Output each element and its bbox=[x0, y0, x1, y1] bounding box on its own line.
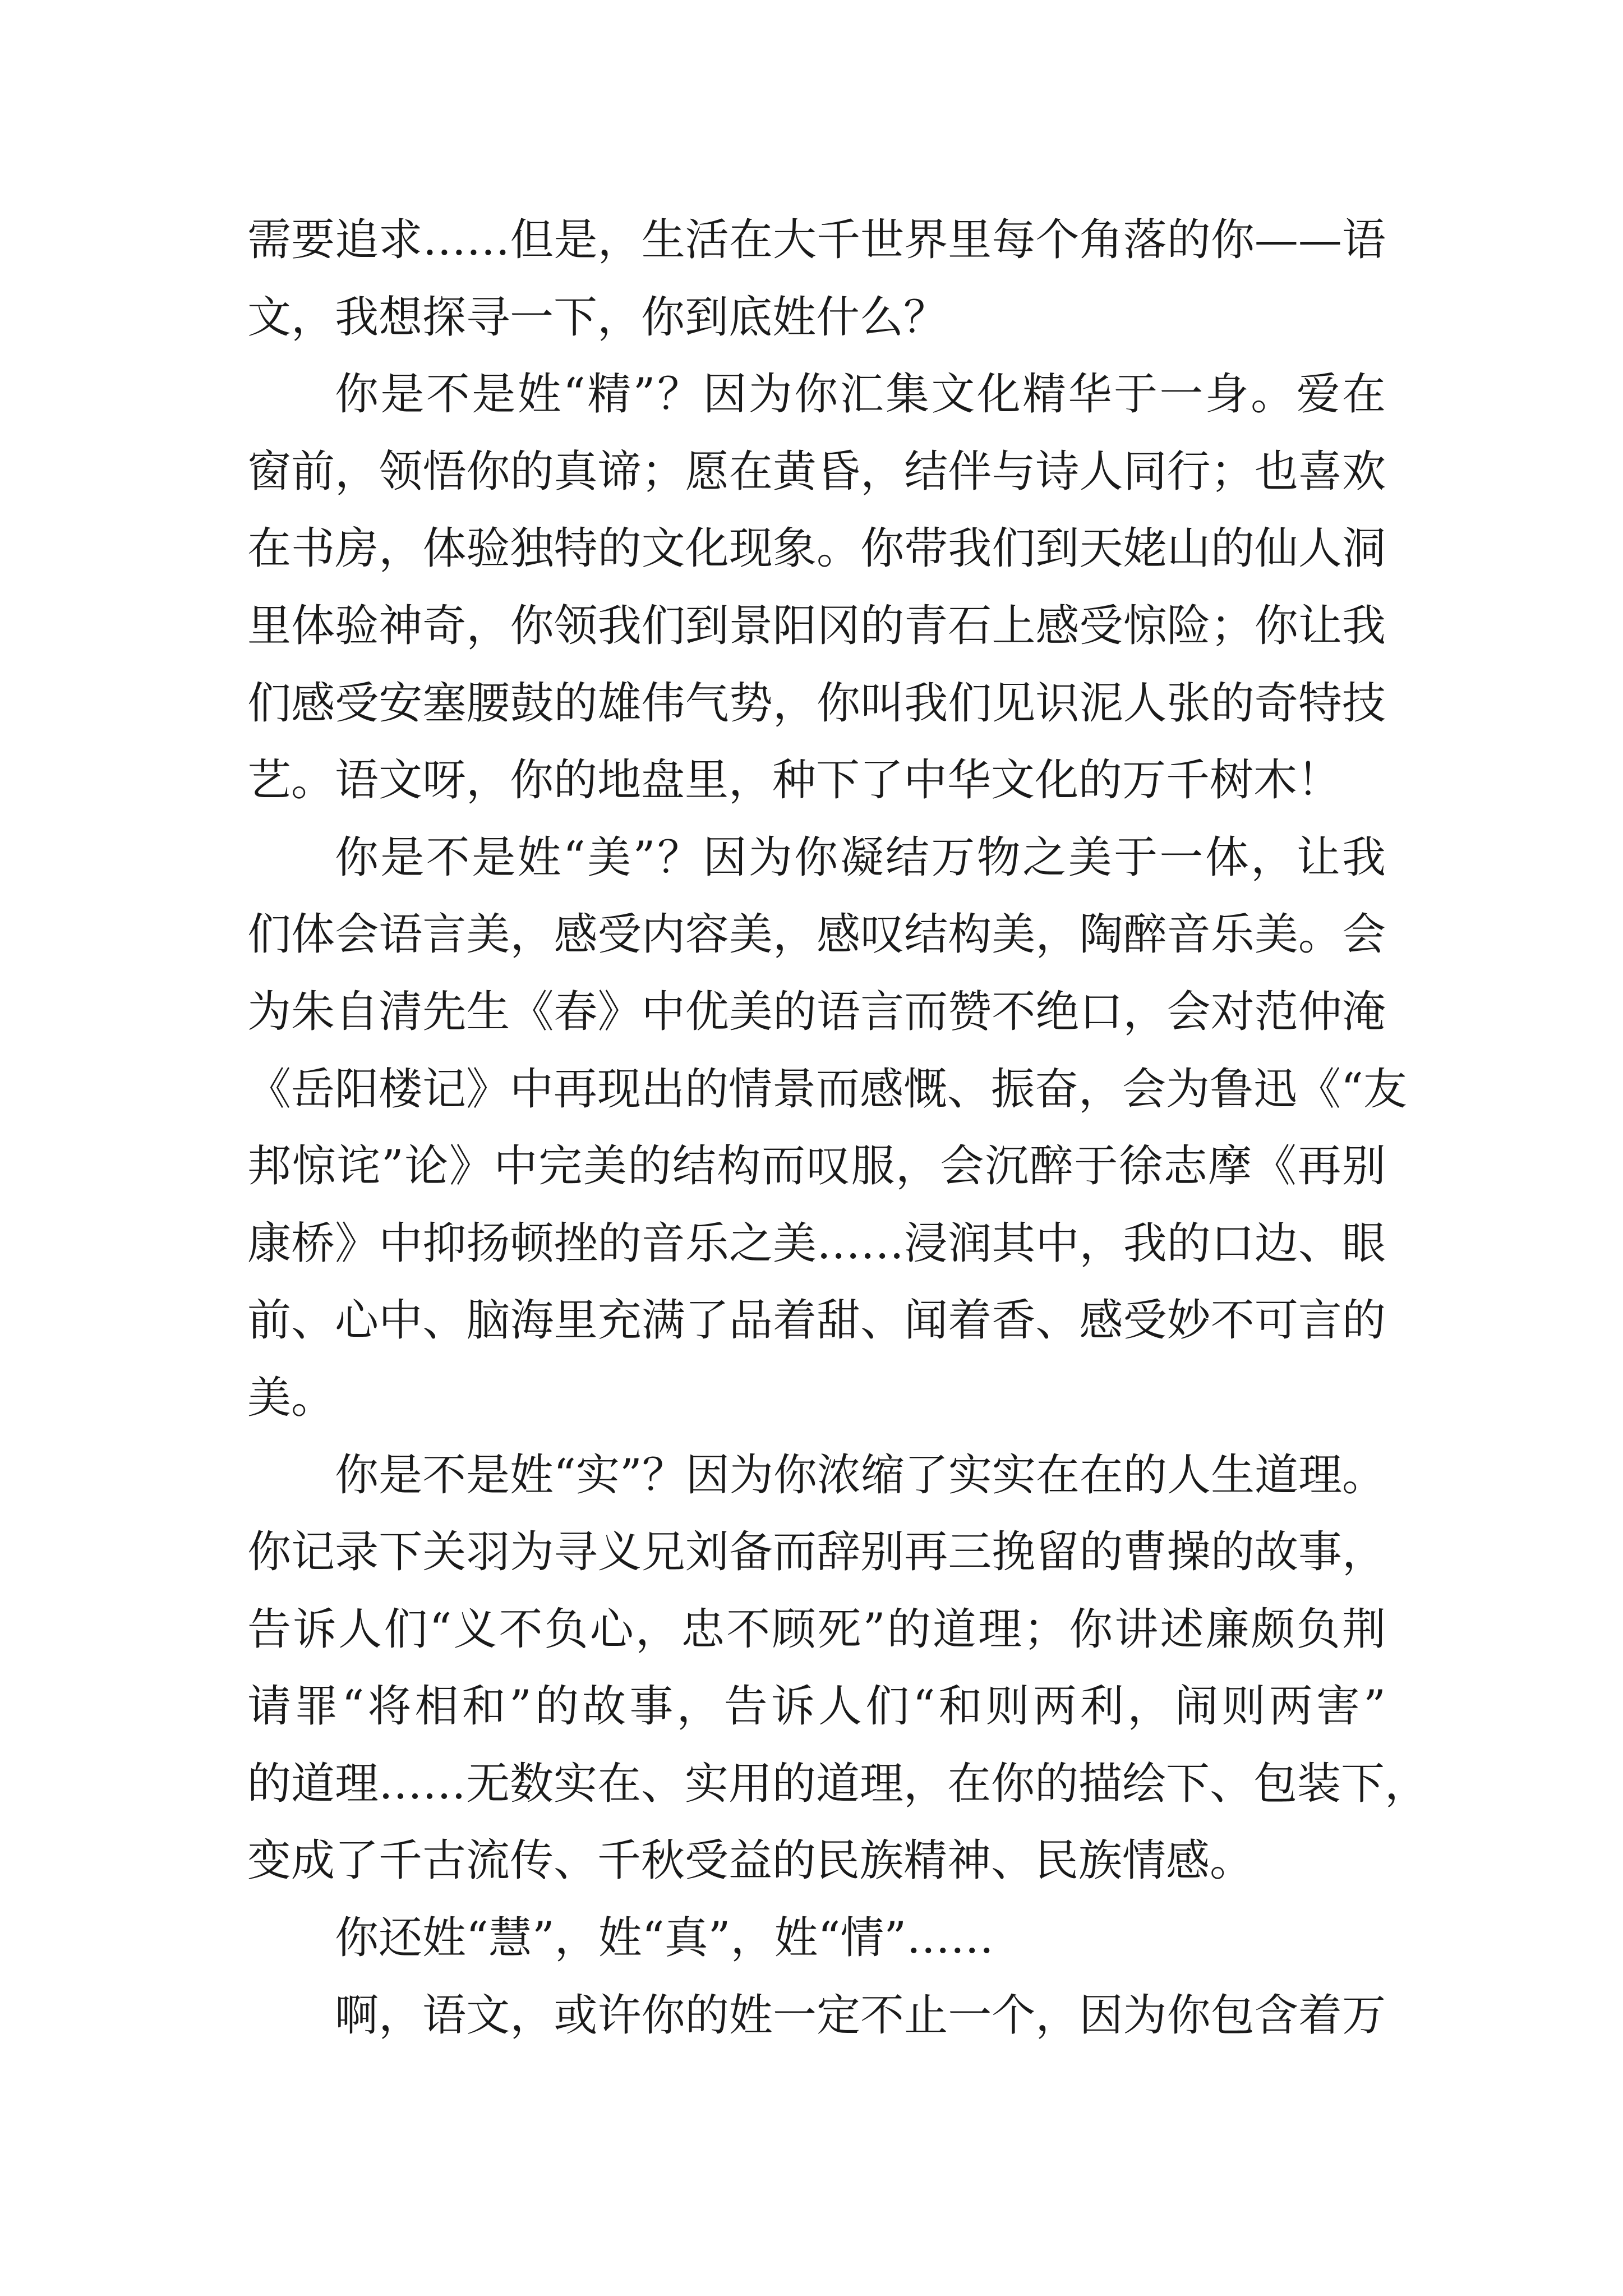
text-line: 们体会语言美，感受内容美，感叹结构美，陶醉音乐美。会 bbox=[247, 909, 1386, 960]
text-line: 啊，语文，或许你的姓一定不止一个，因为你包含着万 bbox=[335, 1990, 1386, 2041]
text-line: 告诉人们“义不负心，忠不顾死”的道理；你讲述廉颇负荆 bbox=[247, 1604, 1386, 1655]
text-line: 变成了千古流传、千秋受益的民族精神、民族情感。 bbox=[247, 1835, 1254, 1887]
text-line: 艺。语文呀，你的地盘里，种下了中华文化的万千树木！ bbox=[247, 755, 1341, 806]
text-line: 为朱自清先生《春》中优美的语言而赞不绝口，会对范仲淹 bbox=[247, 986, 1386, 1037]
text-line: 你记录下关羽为寻义兄刘备而辞别再三挽留的曹操的故事， bbox=[247, 1527, 1386, 1578]
text-line: 你是不是姓“美”？因为你凝结万物之美于一体，让我 bbox=[335, 832, 1386, 883]
text-line: 里体验神奇，你领我们到景阳冈的青石上感受惊险；你让我 bbox=[247, 600, 1386, 651]
text-line: 的道理……无数实在、实用的道理，在你的描绘下、包装下， bbox=[247, 1758, 1429, 1809]
text-line: 前、心中、脑海里充满了品着甜、闻着香、感受妙不可言的 bbox=[247, 1295, 1386, 1346]
text-line: 你还姓“慧”，姓“真”，姓“情”…… bbox=[335, 1913, 994, 1964]
essay-body bbox=[247, 202, 1429, 2054]
text-line: 在书房，体验独特的文化现象。你带我们到天姥山的仙人洞 bbox=[247, 523, 1386, 574]
text-line: 你是不是姓“精”？因为你汇集文化精华于一身。爱在 bbox=[335, 369, 1386, 420]
text-line: 文，我想探寻一下，你到底姓什么？ bbox=[247, 292, 948, 343]
text-line: 《岳阳楼记》中再现出的情景而感慨、振奋，会为鲁迅《“友 bbox=[247, 1064, 1407, 1115]
text-line: 美。 bbox=[247, 1372, 335, 1423]
text-line: 你是不是姓“实”？因为你浓缩了实实在在的人生道理。 bbox=[335, 1450, 1386, 1501]
text-line: 邦惊诧”论》中完美的结构而叹服，会沉醉于徐志摩《再别 bbox=[247, 1141, 1386, 1192]
text-line: 需要追求……但是，生活在大千世界里每个角落的你——语 bbox=[247, 215, 1386, 265]
text-line: 请罪“将相和”的故事，告诉人们“和则两利，闹则两害” bbox=[247, 1681, 1386, 1732]
text-line: 康桥》中抑扬顿挫的音乐之美……浸润其中，我的口边、眼 bbox=[247, 1218, 1386, 1269]
text-line: 窗前，领悟你的真谛；愿在黄昏，结伴与诗人同行；也喜欢 bbox=[247, 446, 1386, 497]
text-line: 们感受安塞腰鼓的雄伟气势，你叫我们见识泥人张的奇特技 bbox=[247, 678, 1386, 729]
